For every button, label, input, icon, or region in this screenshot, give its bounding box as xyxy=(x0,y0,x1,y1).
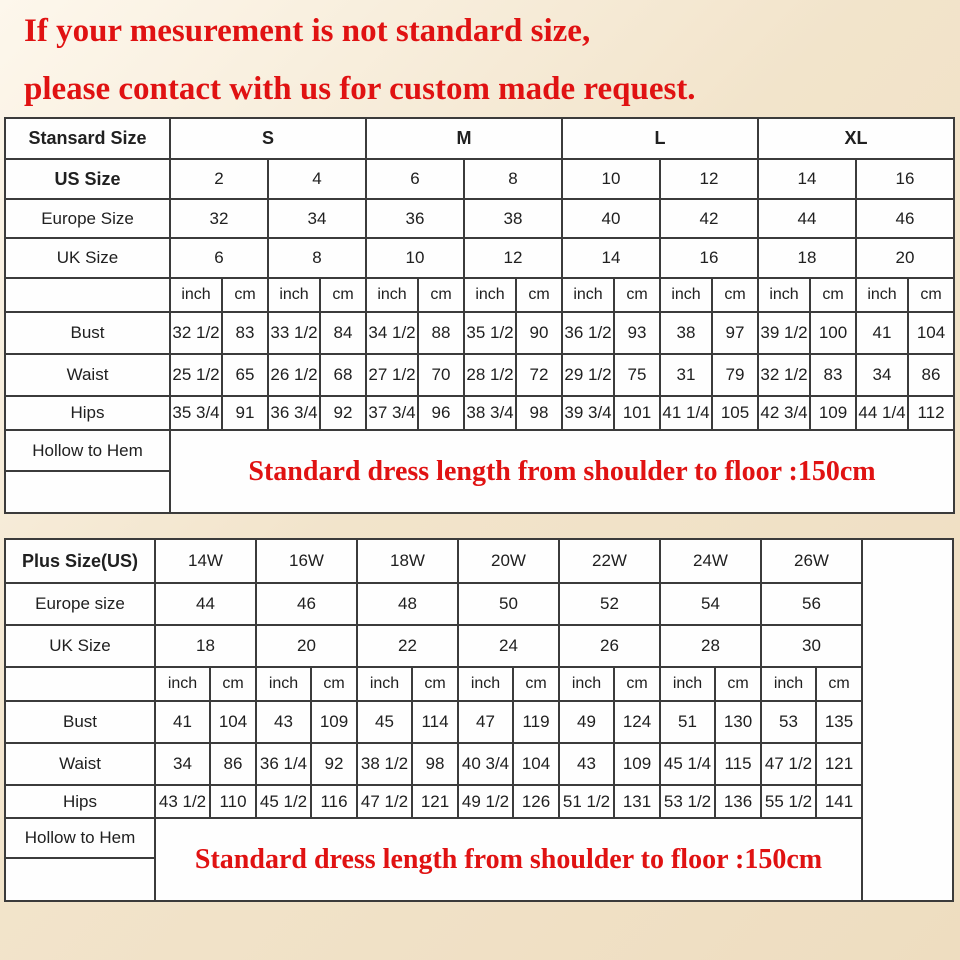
size-value: 50 xyxy=(458,583,559,625)
measure-value-cm: 84 xyxy=(320,312,366,354)
unit-label: cm xyxy=(715,667,761,701)
measure-value-cm: 121 xyxy=(816,743,862,785)
measure-value-inch: 47 1/2 xyxy=(357,785,412,818)
size-value: 6 xyxy=(366,159,464,199)
measure-value-inch: 32 1/2 xyxy=(170,312,222,354)
size-value: 2 xyxy=(170,159,268,199)
row-label: US Size xyxy=(5,159,170,199)
measure-value-cm: 131 xyxy=(614,785,660,818)
unit-label: inch xyxy=(660,667,715,701)
unit-label: cm xyxy=(418,278,464,312)
row-label: Europe size xyxy=(5,583,155,625)
group-header: 16W xyxy=(256,539,357,583)
size-value: 6 xyxy=(170,238,268,278)
measure-value-cm: 121 xyxy=(412,785,458,818)
unit-label: inch xyxy=(170,278,222,312)
measure-value-inch: 43 xyxy=(256,701,311,743)
size-value: 34 xyxy=(268,199,366,238)
group-header: XL xyxy=(758,118,954,159)
corner-label: Stansard Size xyxy=(5,118,170,159)
measure-value-inch: 37 3/4 xyxy=(366,396,418,430)
measure-value-inch: 38 xyxy=(660,312,712,354)
group-header: 22W xyxy=(559,539,660,583)
measure-value-cm: 104 xyxy=(908,312,954,354)
size-value: 12 xyxy=(660,159,758,199)
standard-size-table xyxy=(4,117,955,514)
unit-label: cm xyxy=(614,278,660,312)
unit-label: inch xyxy=(155,667,210,701)
measure-value-cm: 97 xyxy=(712,312,758,354)
size-value: 28 xyxy=(660,625,761,667)
measure-value-cm: 75 xyxy=(614,354,660,396)
row-label: Bust xyxy=(5,312,170,354)
size-value: 14 xyxy=(758,159,856,199)
row-label: Hips xyxy=(5,396,170,430)
measure-value-cm: 91 xyxy=(222,396,268,430)
measure-value-inch: 42 3/4 xyxy=(758,396,810,430)
measure-value-cm: 72 xyxy=(516,354,562,396)
measure-value-inch: 51 xyxy=(660,701,715,743)
measure-value-cm: 130 xyxy=(715,701,761,743)
unit-label: cm xyxy=(513,667,559,701)
row-label xyxy=(5,278,170,312)
size-value: 32 xyxy=(170,199,268,238)
row-label xyxy=(5,667,155,701)
corner-label: Plus Size(US) xyxy=(5,539,155,583)
plus-size-table xyxy=(4,538,954,902)
row-label xyxy=(5,471,170,513)
measure-value-cm: 93 xyxy=(614,312,660,354)
size-value: 40 xyxy=(562,199,660,238)
row-label: UK Size xyxy=(5,238,170,278)
measure-value-cm: 119 xyxy=(513,701,559,743)
measure-value-cm: 136 xyxy=(715,785,761,818)
unit-label: inch xyxy=(559,667,614,701)
group-header: 20W xyxy=(458,539,559,583)
measure-value-inch: 51 1/2 xyxy=(559,785,614,818)
notice-line-2: please contact with us for custom made request. xyxy=(24,71,696,107)
measure-value-inch: 47 xyxy=(458,701,513,743)
measure-value-inch: 34 1/2 xyxy=(366,312,418,354)
measure-value-cm: 109 xyxy=(614,743,660,785)
measure-value-cm: 141 xyxy=(816,785,862,818)
measure-value-cm: 116 xyxy=(311,785,357,818)
unit-label: cm xyxy=(810,278,856,312)
group-header: 26W xyxy=(761,539,862,583)
row-label: Waist xyxy=(5,743,155,785)
notice-line-1: If your mesurement is not standard size, xyxy=(24,13,591,49)
unit-label: cm xyxy=(412,667,458,701)
measure-value-inch: 34 xyxy=(856,354,908,396)
size-value: 44 xyxy=(155,583,256,625)
measure-value-inch: 40 3/4 xyxy=(458,743,513,785)
measure-value-cm: 65 xyxy=(222,354,268,396)
measure-value-cm: 92 xyxy=(320,396,366,430)
measure-value-inch: 34 xyxy=(155,743,210,785)
measure-value-inch: 44 1/4 xyxy=(856,396,908,430)
measure-value-inch: 39 3/4 xyxy=(562,396,614,430)
size-value: 16 xyxy=(660,238,758,278)
row-label: Waist xyxy=(5,354,170,396)
size-value: 54 xyxy=(660,583,761,625)
size-value: 46 xyxy=(256,583,357,625)
unit-label: inch xyxy=(256,667,311,701)
unit-label: inch xyxy=(366,278,418,312)
measure-value-cm: 100 xyxy=(810,312,856,354)
measure-value-cm: 101 xyxy=(614,396,660,430)
row-label: Hollow to Hem xyxy=(5,818,155,858)
measure-value-inch: 43 xyxy=(559,743,614,785)
size-value: 30 xyxy=(761,625,862,667)
measure-value-cm: 83 xyxy=(810,354,856,396)
measure-value-inch: 41 xyxy=(155,701,210,743)
unit-label: inch xyxy=(464,278,516,312)
measure-value-cm: 126 xyxy=(513,785,559,818)
unit-label: cm xyxy=(311,667,357,701)
empty-column xyxy=(862,539,953,901)
measure-value-inch: 27 1/2 xyxy=(366,354,418,396)
measure-value-inch: 36 3/4 xyxy=(268,396,320,430)
unit-label: inch xyxy=(856,278,908,312)
measure-value-cm: 104 xyxy=(210,701,256,743)
unit-label: cm xyxy=(210,667,256,701)
measure-value-cm: 135 xyxy=(816,701,862,743)
size-value: 48 xyxy=(357,583,458,625)
measure-value-inch: 53 xyxy=(761,701,816,743)
row-label: Bust xyxy=(5,701,155,743)
measure-value-cm: 70 xyxy=(418,354,464,396)
measure-value-cm: 124 xyxy=(614,701,660,743)
size-value: 10 xyxy=(562,159,660,199)
measure-value-inch: 28 1/2 xyxy=(464,354,516,396)
unit-label: inch xyxy=(458,667,513,701)
unit-label: cm xyxy=(222,278,268,312)
measure-value-inch: 35 1/2 xyxy=(464,312,516,354)
size-value: 36 xyxy=(366,199,464,238)
size-value: 26 xyxy=(559,625,660,667)
size-value: 38 xyxy=(464,199,562,238)
measure-value-cm: 92 xyxy=(311,743,357,785)
unit-label: inch xyxy=(268,278,320,312)
size-value: 22 xyxy=(357,625,458,667)
size-value: 24 xyxy=(458,625,559,667)
unit-label: inch xyxy=(761,667,816,701)
measure-value-inch: 35 3/4 xyxy=(170,396,222,430)
group-header: 14W xyxy=(155,539,256,583)
measure-value-cm: 110 xyxy=(210,785,256,818)
size-value: 42 xyxy=(660,199,758,238)
unit-label: cm xyxy=(816,667,862,701)
measure-value-inch: 43 1/2 xyxy=(155,785,210,818)
measure-value-cm: 90 xyxy=(516,312,562,354)
unit-label: cm xyxy=(516,278,562,312)
size-value: 20 xyxy=(856,238,954,278)
measure-value-inch: 55 1/2 xyxy=(761,785,816,818)
measure-value-inch: 36 1/2 xyxy=(562,312,614,354)
group-header: 24W xyxy=(660,539,761,583)
group-header: M xyxy=(366,118,562,159)
measure-value-inch: 45 xyxy=(357,701,412,743)
measure-value-inch: 45 1/4 xyxy=(660,743,715,785)
measure-value-inch: 38 1/2 xyxy=(357,743,412,785)
measure-value-inch: 47 1/2 xyxy=(761,743,816,785)
measure-value-inch: 49 xyxy=(559,701,614,743)
measure-value-inch: 33 1/2 xyxy=(268,312,320,354)
unit-label: cm xyxy=(712,278,758,312)
measure-value-cm: 86 xyxy=(908,354,954,396)
unit-label: inch xyxy=(357,667,412,701)
row-label xyxy=(5,858,155,901)
measure-value-cm: 109 xyxy=(810,396,856,430)
group-header: 18W xyxy=(357,539,458,583)
measure-value-cm: 114 xyxy=(412,701,458,743)
measure-value-inch: 38 3/4 xyxy=(464,396,516,430)
unit-label: inch xyxy=(562,278,614,312)
size-value: 44 xyxy=(758,199,856,238)
measure-value-inch: 26 1/2 xyxy=(268,354,320,396)
size-value: 10 xyxy=(366,238,464,278)
unit-label: cm xyxy=(320,278,366,312)
row-label: Hips xyxy=(5,785,155,818)
unit-label: inch xyxy=(758,278,810,312)
measure-value-cm: 86 xyxy=(210,743,256,785)
measure-value-cm: 112 xyxy=(908,396,954,430)
measure-value-inch: 45 1/2 xyxy=(256,785,311,818)
length-note: Standard dress length from shoulder to floor :150cm xyxy=(155,818,862,901)
size-value: 14 xyxy=(562,238,660,278)
measure-value-cm: 96 xyxy=(418,396,464,430)
size-value: 12 xyxy=(464,238,562,278)
measure-value-inch: 29 1/2 xyxy=(562,354,614,396)
size-value: 8 xyxy=(464,159,562,199)
measure-value-cm: 115 xyxy=(715,743,761,785)
measure-value-inch: 49 1/2 xyxy=(458,785,513,818)
length-note: Standard dress length from shoulder to floor :150cm xyxy=(170,430,954,513)
measure-value-cm: 83 xyxy=(222,312,268,354)
measure-value-cm: 105 xyxy=(712,396,758,430)
size-value: 18 xyxy=(758,238,856,278)
measure-value-cm: 98 xyxy=(412,743,458,785)
size-value: 46 xyxy=(856,199,954,238)
row-label: UK Size xyxy=(5,625,155,667)
custom-size-notice xyxy=(24,2,696,118)
unit-label: cm xyxy=(614,667,660,701)
size-value: 56 xyxy=(761,583,862,625)
row-label: Hollow to Hem xyxy=(5,430,170,471)
measure-value-inch: 25 1/2 xyxy=(170,354,222,396)
group-header: S xyxy=(170,118,366,159)
measure-value-inch: 32 1/2 xyxy=(758,354,810,396)
measure-value-cm: 88 xyxy=(418,312,464,354)
measure-value-inch: 31 xyxy=(660,354,712,396)
size-value: 8 xyxy=(268,238,366,278)
size-value: 20 xyxy=(256,625,357,667)
size-value: 4 xyxy=(268,159,366,199)
size-value: 52 xyxy=(559,583,660,625)
measure-value-inch: 41 1/4 xyxy=(660,396,712,430)
measure-value-inch: 41 xyxy=(856,312,908,354)
size-value: 18 xyxy=(155,625,256,667)
measure-value-cm: 79 xyxy=(712,354,758,396)
measure-value-cm: 68 xyxy=(320,354,366,396)
measure-value-cm: 104 xyxy=(513,743,559,785)
measure-value-inch: 53 1/2 xyxy=(660,785,715,818)
row-label: Europe Size xyxy=(5,199,170,238)
measure-value-inch: 39 1/2 xyxy=(758,312,810,354)
size-value: 16 xyxy=(856,159,954,199)
measure-value-inch: 36 1/4 xyxy=(256,743,311,785)
unit-label: inch xyxy=(660,278,712,312)
measure-value-cm: 98 xyxy=(516,396,562,430)
measure-value-cm: 109 xyxy=(311,701,357,743)
unit-label: cm xyxy=(908,278,954,312)
group-header: L xyxy=(562,118,758,159)
